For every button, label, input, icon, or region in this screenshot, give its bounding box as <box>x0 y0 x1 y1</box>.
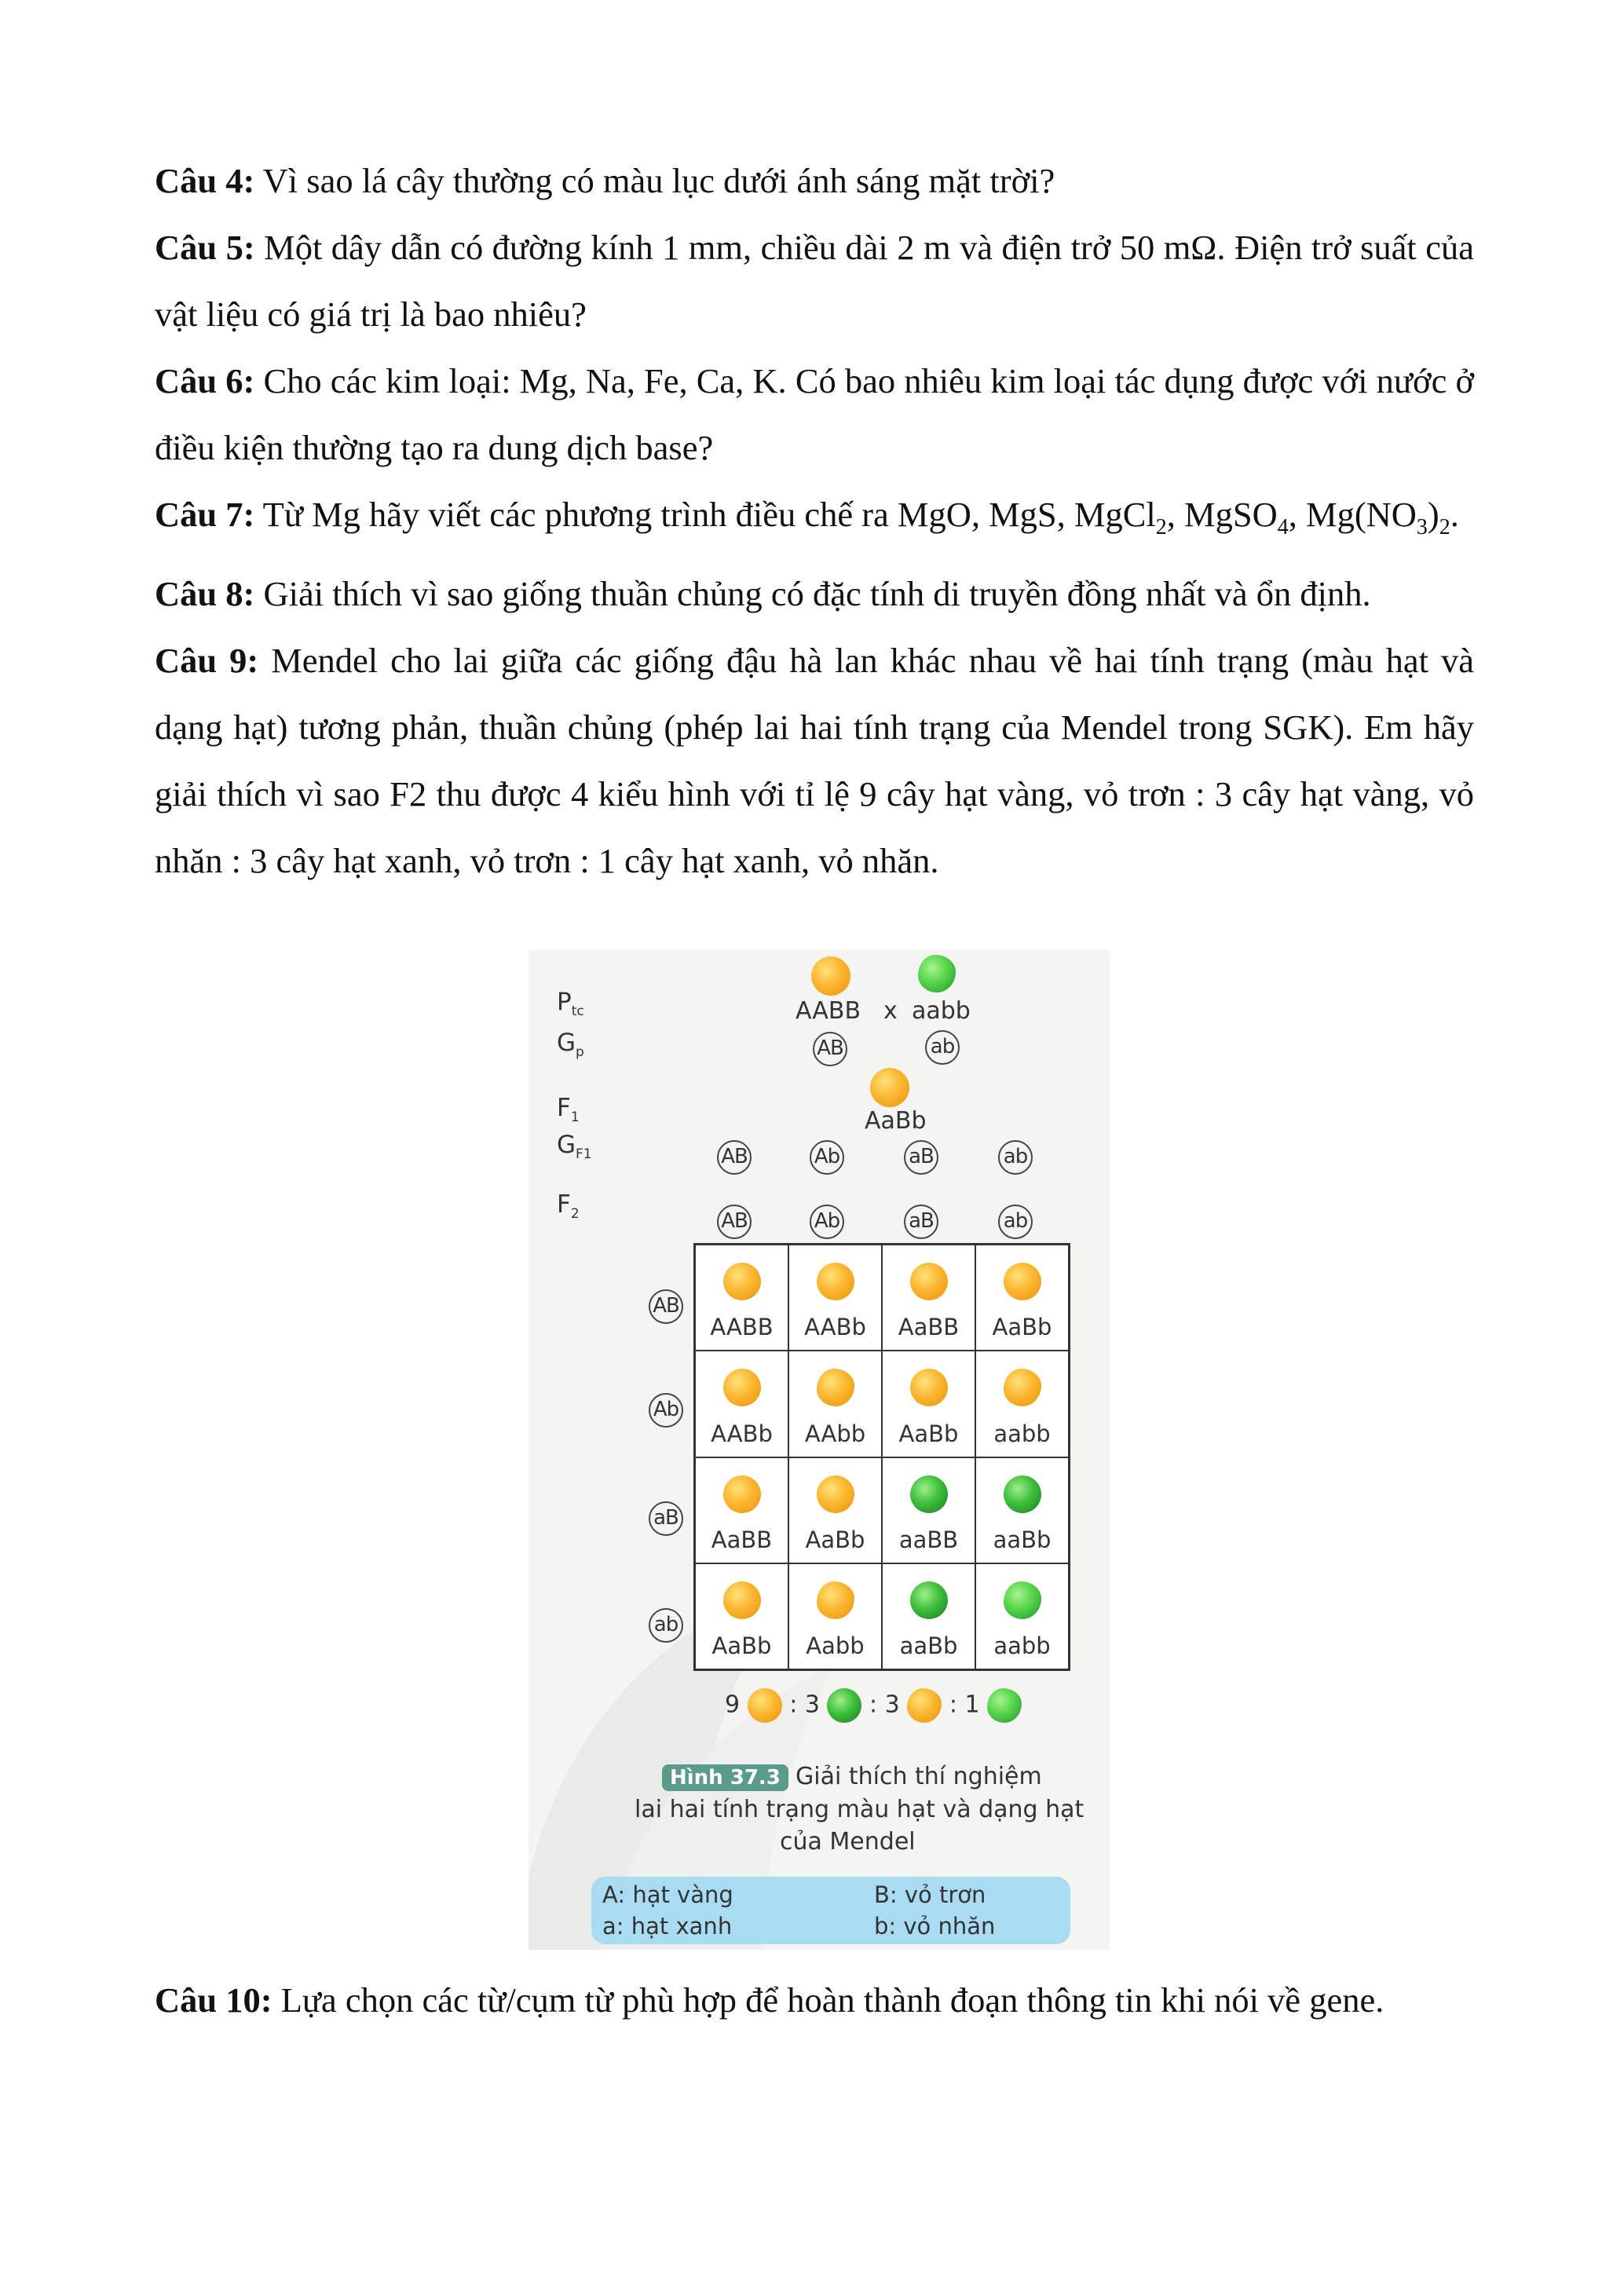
punnett-genotype: AaBb <box>898 1420 959 1447</box>
punnett-cell <box>975 1351 1069 1457</box>
gamete-circle: ab <box>649 1608 683 1643</box>
gamete-circle: AB <box>813 1032 847 1066</box>
question-text: , Mg(NO <box>1288 495 1417 534</box>
gamete-circle: ab <box>998 1140 1033 1175</box>
row-label-gf1: $G_{F1}$ <box>557 1131 592 1163</box>
gamete-circle: ab <box>925 1030 960 1065</box>
subscript: 2 <box>1439 514 1450 539</box>
gamete-circle: Ab <box>649 1393 683 1428</box>
punnett-genotype: aaBb <box>899 1632 958 1659</box>
gamete-circle: ab <box>998 1205 1033 1239</box>
punnett-cell <box>695 1351 788 1457</box>
question-text: Cho các kim loại: Mg, Na, Fe, Ca, K. Có bao nhiêu kim loại tác dụng được với nước ở điều kiện thường tạo ra dung dịch base? <box>155 361 1474 467</box>
p-genotype-right: aabb <box>912 997 971 1025</box>
ratio-number: : 1 <box>949 1691 980 1719</box>
green-wrinkled-seed <box>918 955 956 993</box>
yellow-round-seed <box>811 956 850 996</box>
gamete-circle: AB <box>649 1289 683 1324</box>
question-list <box>155 148 1474 894</box>
gamete-circle: Ab <box>810 1205 844 1239</box>
punnett-cell <box>975 1245 1069 1351</box>
question-6 <box>155 348 1474 481</box>
question-label: Câu 5: <box>155 228 255 267</box>
yellow-seed <box>1004 1263 1041 1300</box>
green-seed <box>910 1581 948 1619</box>
punnett-cell <box>882 1245 975 1351</box>
green-wrinkled-seed <box>987 1688 1022 1723</box>
punnett-cell <box>695 1245 788 1351</box>
question-label: Câu 8: <box>155 573 255 613</box>
question-label: Câu 10: <box>155 1980 272 2020</box>
figure-caption-line: lai hai tính trạng màu hạt và dạng hạt <box>635 1796 1084 1823</box>
gamete-circle: aB <box>904 1205 938 1239</box>
punnett-genotype: AABb <box>711 1420 773 1447</box>
punnett-cell <box>788 1245 882 1351</box>
yellow-seed <box>817 1581 854 1619</box>
subscript: 2 <box>1155 514 1167 539</box>
punnett-cell <box>788 1563 882 1669</box>
legend-item: A: hạt vàng <box>602 1881 733 1908</box>
punnett-genotype: AAbb <box>804 1420 866 1447</box>
question-text: Giải thích vì sao giống thuần chủng có đặc tính di truyền đồng nhất và ổn định. <box>254 573 1371 613</box>
row-label-ptc: $P_{tc}$ <box>557 988 584 1020</box>
question-4 <box>155 148 1474 214</box>
yellow-round-seed <box>748 1688 782 1723</box>
gamete-circle: AB <box>717 1205 752 1239</box>
punnett-cell <box>882 1563 975 1669</box>
yellow-round-seed <box>870 1068 909 1107</box>
gamete-circle: aB <box>904 1140 938 1175</box>
yellow-seed <box>723 1581 761 1619</box>
question-label: Câu 6: <box>155 361 255 400</box>
question-5 <box>155 214 1474 348</box>
punnett-genotype: AABb <box>804 1314 866 1341</box>
subscript: 3 <box>1416 514 1428 539</box>
yellow-seed <box>1004 1369 1041 1406</box>
punnett-genotype: aaBb <box>993 1526 1052 1553</box>
yellow-seed <box>817 1369 854 1406</box>
punnett-genotype: AaBb <box>711 1632 772 1659</box>
green-seed <box>1004 1475 1041 1513</box>
figure-caption-line: Giải thích thí nghiệm <box>796 1763 1042 1790</box>
question-text: Lựa chọn các từ/cụm từ phù hợp để hoàn thành đoạn thông tin khi nói về gene. <box>272 1980 1384 2020</box>
question-label: Câu 7: <box>155 495 255 534</box>
question-text: . <box>1450 495 1459 534</box>
yellow-seed <box>910 1369 948 1406</box>
subscript: 4 <box>1277 514 1289 539</box>
punnett-genotype: aabb <box>993 1420 1051 1447</box>
row-label-f1: $F_1$ <box>557 1094 580 1126</box>
legend-item: b: vỏ nhăn <box>874 1913 996 1940</box>
ratio-number: 9 <box>725 1691 741 1719</box>
punnett-genotype: AaBB <box>711 1526 773 1553</box>
yellow-seed <box>723 1263 761 1300</box>
yellow-seed <box>817 1263 854 1300</box>
gamete-circle: aB <box>649 1501 683 1536</box>
mendel-dihybrid-figure <box>529 950 1110 1950</box>
punnett-genotype: aaBB <box>898 1526 959 1553</box>
row-label-f2: $F_2$ <box>557 1190 580 1223</box>
legend-item: B: vỏ trơn <box>874 1881 986 1908</box>
ratio-number: : 3 <box>869 1691 900 1719</box>
question-text: Một dây dẫn có đường kính 1 mm, chiều dài 2 m và điện trở 50 mΩ. Điện trở suất của vật liệu có giá trị là bao nhiêu? <box>155 228 1474 334</box>
punnett-cell <box>788 1457 882 1563</box>
punnett-cell <box>882 1351 975 1457</box>
question-text: ) <box>1427 495 1439 534</box>
f1-genotype: AaBb <box>865 1107 927 1135</box>
gamete-circle: Ab <box>810 1140 844 1175</box>
question-text: Mendel cho lai giữa các giống đậu hà lan khác nhau về hai tính trạng (màu hạt và dạng hạt) tương phản, thuần chủng (phép lai hai tính trạng của Mendel trong SGK). Em hãy giải thích vì sao F2 thu được 4 kiểu hình với tỉ lệ 9 cây hạt vàng, vỏ trơn : 3 cây hạt vàng, vỏ nhăn : 3 cây hạt xanh, vỏ trơn : 1 cây hạt xanh, vỏ nhăn. <box>155 640 1474 880</box>
question-10 <box>155 1967 1482 2034</box>
punnett-cell <box>882 1457 975 1563</box>
green-seed <box>1004 1581 1041 1619</box>
figure-caption-line: của Mendel <box>780 1828 916 1855</box>
question-9 <box>155 627 1474 894</box>
question-text: Từ Mg hãy viết các phương trình điều chế ra MgO, MgS, MgCl <box>254 495 1156 534</box>
cross-symbol: x <box>883 997 898 1025</box>
ratio-number: : 3 <box>789 1691 820 1719</box>
yellow-seed <box>817 1475 854 1513</box>
yellow-wrinkled-seed <box>907 1688 942 1723</box>
punnett-cell <box>975 1457 1069 1563</box>
p-genotype-left: AABB <box>796 997 861 1025</box>
punnett-cell <box>975 1563 1069 1669</box>
yellow-seed <box>723 1475 761 1513</box>
punnett-genotype: AaBb <box>805 1526 865 1553</box>
yellow-seed <box>723 1369 761 1406</box>
yellow-seed <box>910 1263 948 1300</box>
question-text: , MgSO <box>1166 495 1278 534</box>
punnett-genotype: Aabb <box>806 1632 865 1659</box>
green-seed <box>910 1475 948 1513</box>
punnett-square <box>693 1243 1070 1671</box>
punnett-cell <box>695 1563 788 1669</box>
question-label: Câu 9: <box>155 640 259 680</box>
punnett-cell <box>788 1351 882 1457</box>
legend-item: a: hạt xanh <box>602 1913 733 1940</box>
punnett-genotype: AaBb <box>992 1314 1052 1341</box>
question-7 <box>155 481 1474 561</box>
gamete-circle: AB <box>717 1140 752 1175</box>
green-round-seed <box>827 1688 861 1723</box>
phenotype-ratio <box>725 1688 1022 1723</box>
question-8 <box>155 561 1474 627</box>
figure-number-badge: Hình 37.3 <box>662 1764 788 1791</box>
allele-legend <box>591 1877 1070 1944</box>
punnett-genotype: aabb <box>993 1632 1051 1659</box>
question-text: Vì sao lá cây thường có màu lục dưới ánh sáng mặt trời? <box>254 161 1055 200</box>
punnett-genotype: AABB <box>710 1314 774 1341</box>
punnett-genotype: AaBB <box>898 1314 960 1341</box>
row-label-gp: $G_p$ <box>557 1029 584 1061</box>
question-label: Câu 4: <box>155 161 255 200</box>
punnett-cell <box>695 1457 788 1563</box>
